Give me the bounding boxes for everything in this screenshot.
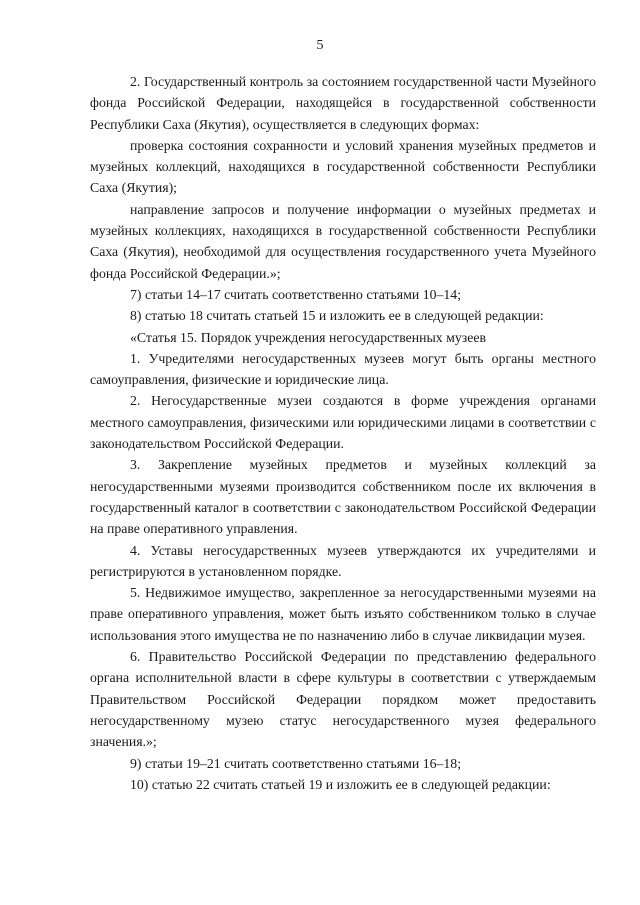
article-15-clause-2: 2. Негосударственные музеи создаются в форме учреждения органами местного самоуправления, физическими или юридическими лицами в соответствии с законодательством Российской Федерации. xyxy=(90,393,596,452)
article-15-clause-6: 6. Правительство Российской Федерации по представлению федерального органа исполнительной власти в сфере культуры в соответствии с утверждаемым Правительством Российской Федерации порядком может предоставить негосударственному музею статус негосударственного музея федерального значения.»; xyxy=(90,649,596,750)
paragraph-item-8: 8) статью 18 считать статьей 15 и изложить ее в следующей редакции: xyxy=(130,308,544,324)
article-15-clause-5: 5. Недвижимое имущество, закрепленное за негосударственными музеями на праве оперативного управления, может быть изъято собственником только в случае использования этого имущества не по назначению либо в случае ликвидации музея. xyxy=(90,585,596,643)
article-15-clause-1: 1. Учредителями негосударственных музеев могут быть органы местного самоуправления, физические и юридические лица. xyxy=(90,350,596,388)
paragraph-control-forms: 2. Государственный контроль за состоянием государственной части Музейного фонда Российской Федерации, находящейся в государственной собственности Республики Саха (Якутия), осуществляется в следующих формах: xyxy=(90,74,596,132)
paragraph-requests: направление запросов и получение информации о музейных предметах и музейных коллекциях, находящихся в государственной собственности Республики Саха (Якутия), необходимой для осуществления государственного учета Музейного фонда Российской Федерации.»; xyxy=(90,201,596,281)
page-number: 5 xyxy=(316,38,324,53)
paragraph-item-10: 10) статью 22 считать статьей 19 и изложить ее в следующей редакции: xyxy=(130,776,551,792)
article-15-clause-3: 3. Закрепление музейных предметов и музейных коллекций за негосударственными музеями производится собственником после их включения в государственный каталог в соответствии с законодательством Российской Федерации на праве оперативного управления. xyxy=(90,457,596,537)
paragraph-inspection: проверка состояния сохранности и условий хранения музейных предметов и музейных коллекций, находящихся в государственной собственности Республики Саха (Якутия); xyxy=(90,137,596,196)
paragraph-item-7: 7) статьи 14–17 считать соответственно статьями 10–14; xyxy=(130,286,462,302)
article-15-clause-4: 4. Уставы негосударственных музеев утверждаются их учредителями и регистрируются в установленном порядке. xyxy=(90,542,596,579)
article-15-heading: «Статья 15. Порядок учреждения негосударственных музеев xyxy=(130,329,486,345)
document-body xyxy=(90,71,596,795)
paragraph-item-9: 9) статьи 19–21 считать соответственно статьями 16–18; xyxy=(130,755,462,771)
